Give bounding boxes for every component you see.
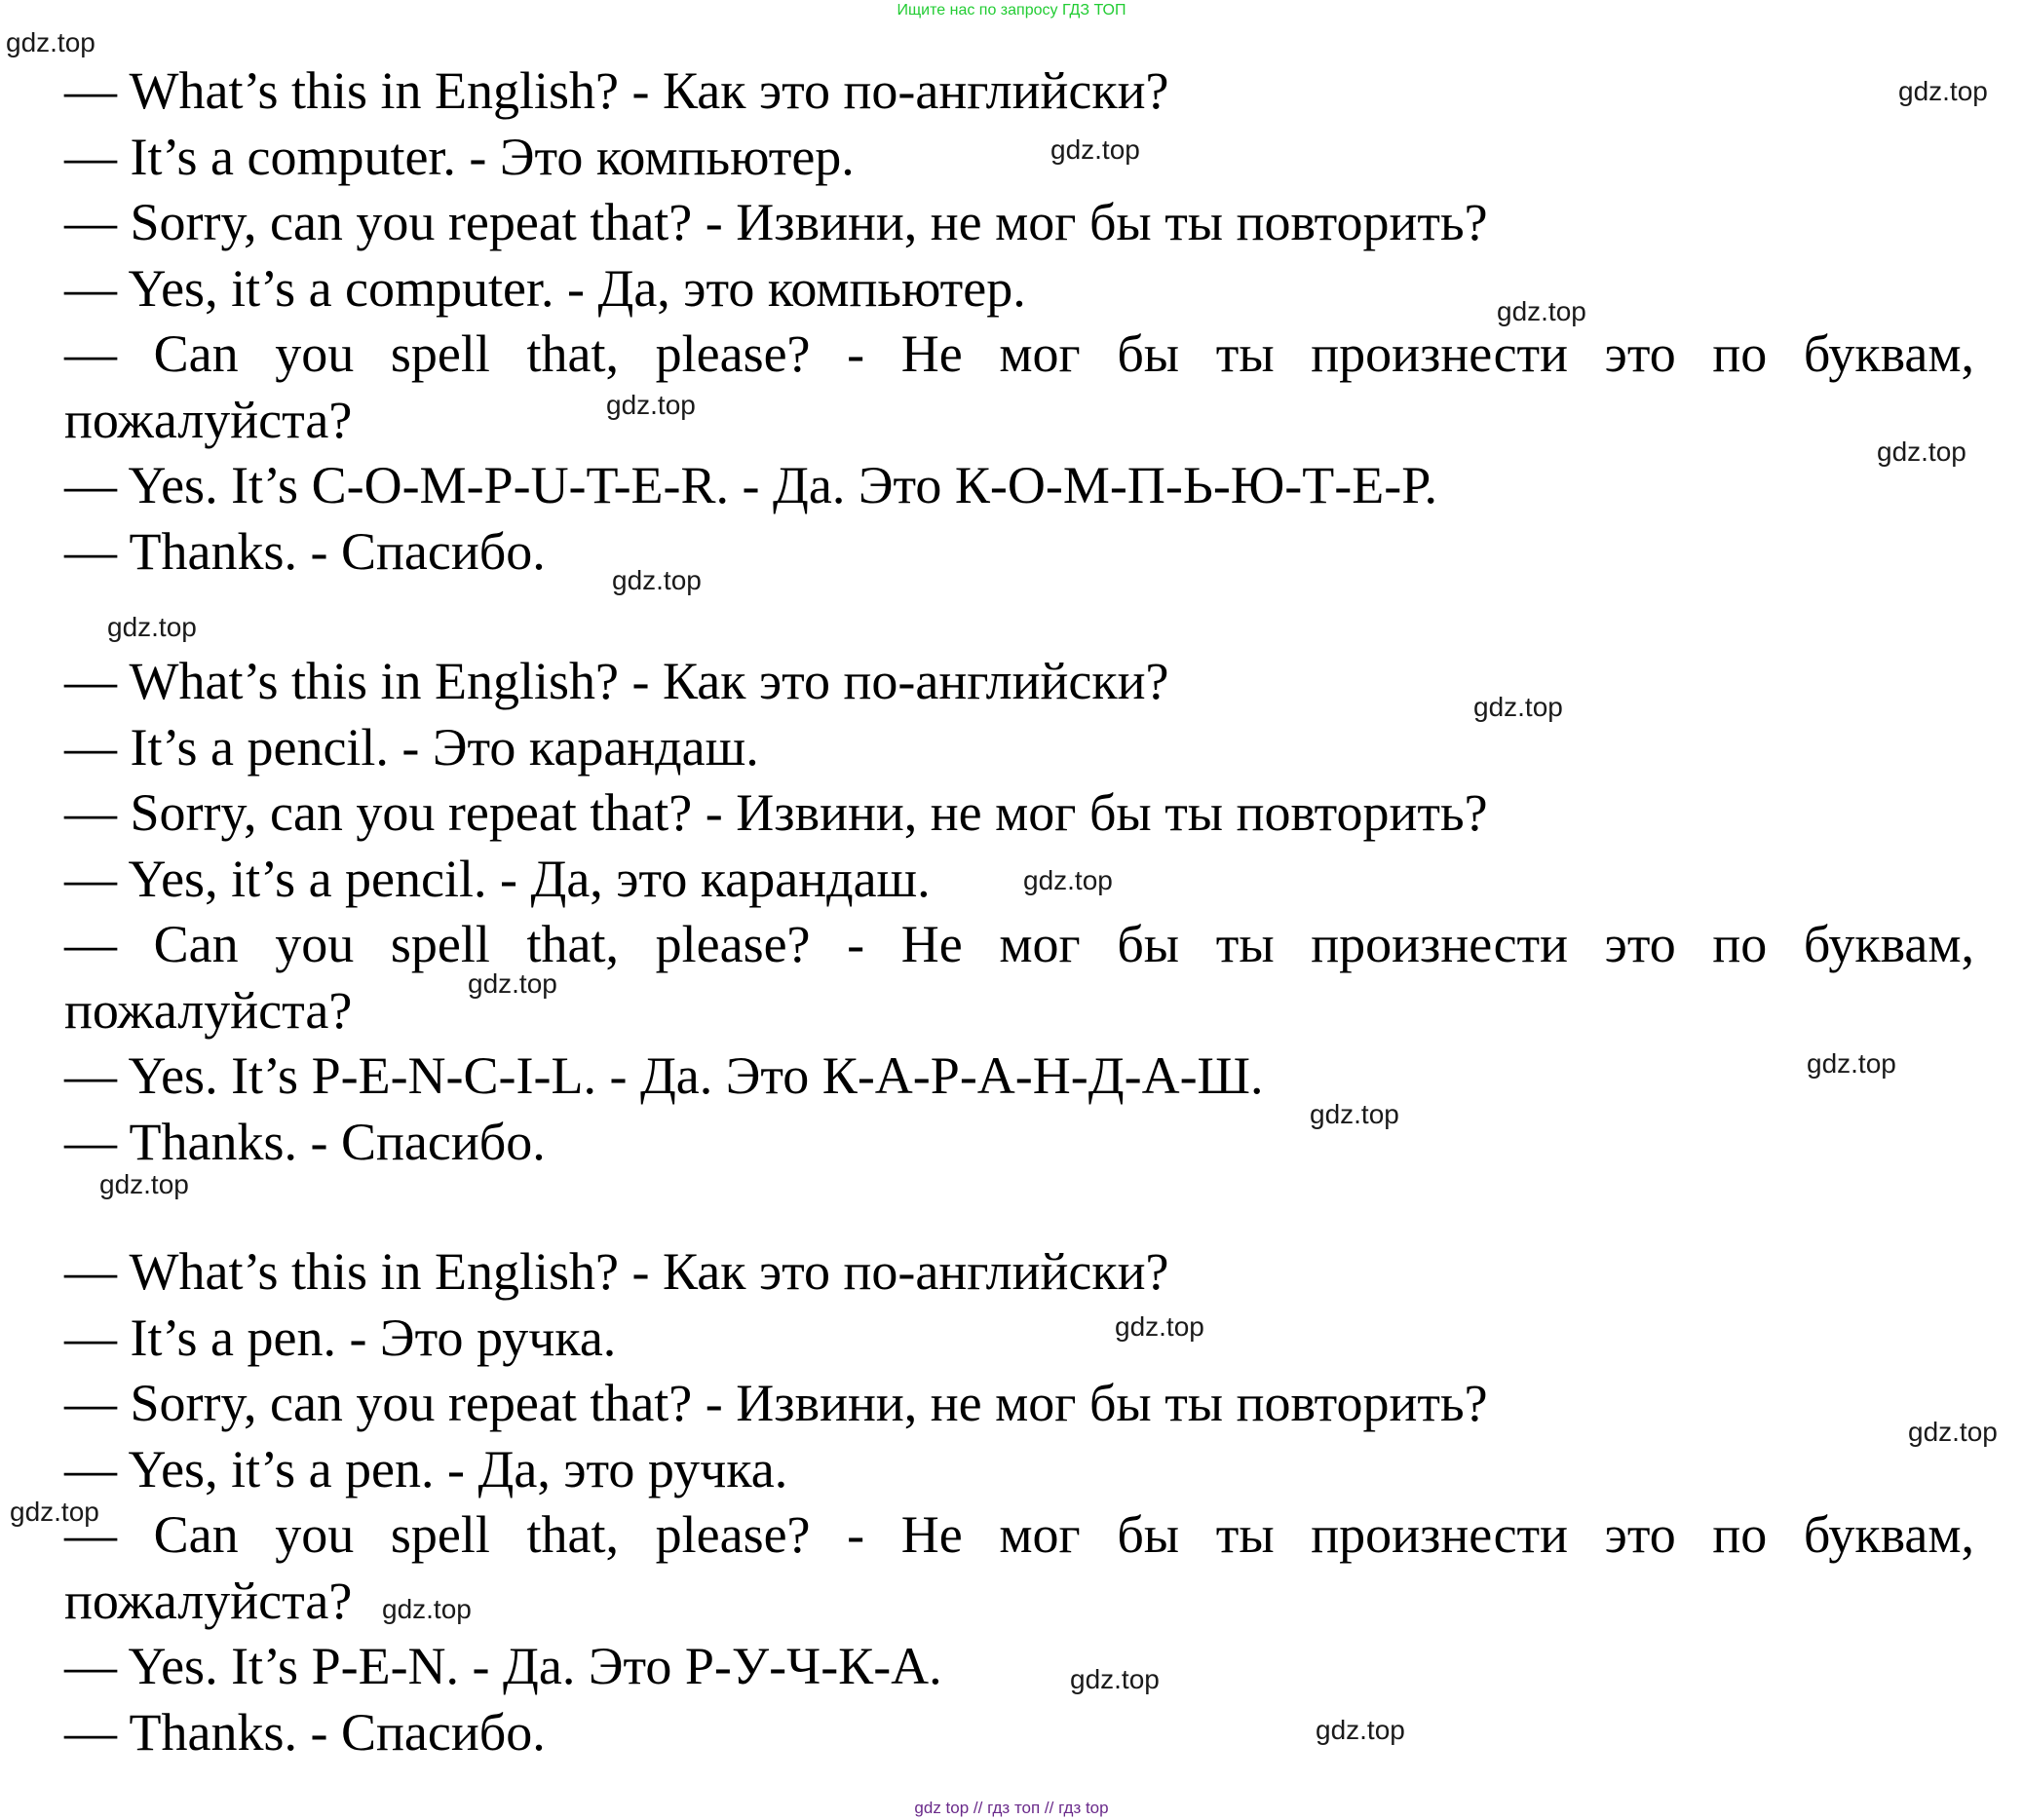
dialog-line: — Yes, it’s a pencil. - Да, это карандаш. [64, 849, 931, 908]
watermark: gdz.top [1807, 1048, 1896, 1079]
dialog-computer [64, 58, 1974, 585]
watermark: gdz.top [1473, 692, 1563, 722]
dialog-line: — Thanks. - Спасибо. [64, 521, 546, 581]
dialog-line: — What’s this in English? - Как это по-английски? [64, 652, 1169, 710]
dialog-line: — Can you spell that, please? - Не мог бы ты произнести это по буквам, [64, 915, 1974, 973]
dialog-line: — Yes. It’s P-E-N. - Да. Это Р-У-Ч-К-А. [64, 1637, 942, 1695]
dialog-line: — It’s a pencil. - Это карандаш. [64, 717, 759, 777]
dialog-line: пожалуйста? [64, 980, 353, 1040]
dialog-line: — What’s this in English? - Как это по-английски? [64, 61, 1169, 120]
dialog-line: — Can you spell that, please? - Не мог бы ты произнести это по буквам, [64, 1505, 1974, 1564]
dialog-pencil [64, 649, 1974, 1175]
dialog-line: — Can you spell that, please? - Не мог бы ты произнести это по буквам, [64, 324, 1974, 383]
dialog-line: — Yes. It’s C-O-M-P-U-T-E-R. - Да. Это К-О-М-П-Ь-Ю-Т-Е-Р. [64, 456, 1438, 514]
dialog-line: — What’s this in English? - Как это по-английски? [64, 1242, 1169, 1301]
bottom-banner: gdz top // гдз топ // гдз top [914, 1799, 1109, 1817]
dialog-pen [64, 1239, 1974, 1765]
dialog-line: — It’s a pen. - Это ручка. [64, 1308, 617, 1367]
watermark: gdz.top [6, 27, 95, 57]
watermark: gdz.top [1497, 296, 1586, 326]
dialog-line: — Yes. It’s P-E-N-C-I-L. - Да. Это К-А-Р-А-Н-Д-А-Ш. [64, 1046, 1264, 1105]
top-banner: Ищите нас по запросу ГДЗ ТОП [897, 2, 1126, 19]
watermark: gdz.top [1316, 1715, 1405, 1745]
watermark: gdz.top [382, 1594, 472, 1624]
watermark: gdz.top [1070, 1664, 1160, 1694]
watermark: gdz.top [1898, 76, 1988, 106]
dialog-line: пожалуйста? [64, 1571, 353, 1630]
watermark: gdz.top [1310, 1099, 1399, 1129]
watermark: gdz.top [1115, 1311, 1204, 1342]
dialog-line: — It’s a computer. - Это компьютер. [64, 127, 855, 186]
watermark: gdz.top [99, 1169, 189, 1199]
watermark: gdz.top [612, 565, 702, 595]
dialog-line: — Sorry, can you repeat that? - Извини, не мог бы ты повторить? [64, 1374, 1488, 1432]
watermark: gdz.top [107, 612, 197, 642]
dialog-line: — Thanks. - Спасибо. [64, 1702, 546, 1762]
dialog-line: — Sorry, can you repeat that? - Извини, не мог бы ты повторить? [64, 783, 1488, 842]
dialog-line: пожалуйста? [64, 390, 353, 449]
dialog-line: — Yes, it’s a computer. - Да, это компьютер. [64, 258, 1026, 318]
dialog-line: — Sorry, can you repeat that? - Извини, не мог бы ты повторить? [64, 193, 1488, 251]
watermark: gdz.top [606, 390, 696, 420]
watermark: gdz.top [1050, 134, 1140, 165]
watermark: gdz.top [468, 968, 557, 999]
dialog-line: — Thanks. - Спасибо. [64, 1112, 546, 1171]
watermark: gdz.top [1877, 436, 1966, 467]
watermark: gdz.top [10, 1497, 99, 1527]
dialog-line: — Yes, it’s a pen. - Да, это ручка. [64, 1439, 788, 1498]
watermark: gdz.top [1023, 865, 1113, 895]
watermark: gdz.top [1908, 1417, 1998, 1447]
